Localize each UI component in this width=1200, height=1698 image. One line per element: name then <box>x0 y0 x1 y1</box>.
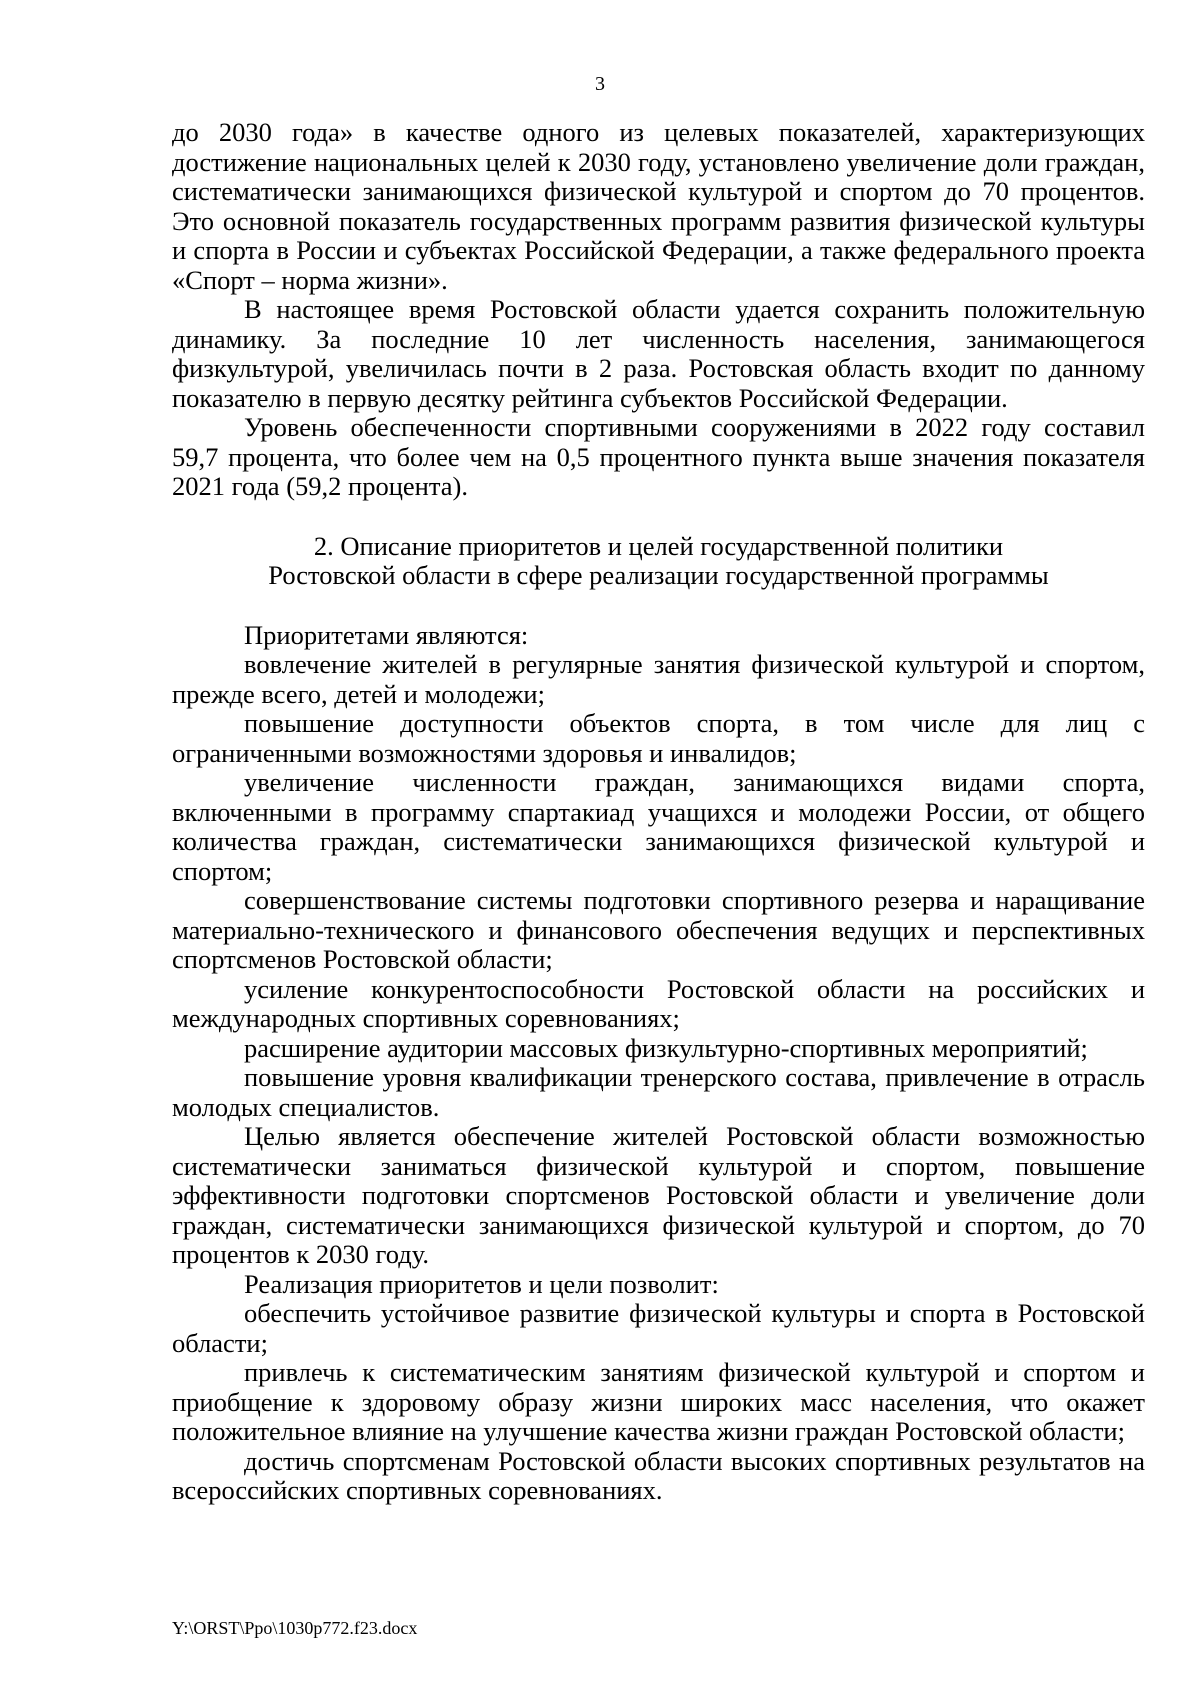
list-item: совершенствование системы подготовки спортивного резерва и наращивание материально-технического и финансового обеспечения ведущих и перспективных спортсменов Ростовской области; <box>172 885 1145 974</box>
list-item: усиление конкурентоспособности Ростовской области на российских и международных спортивных соревнованиях; <box>172 973 1145 1033</box>
list-item: достичь спортсменам Ростовской области высоких спортивных результатов на всероссийских спортивных соревнованиях. <box>172 1445 1145 1505</box>
list-item: расширение аудитории массовых физкультурно-спортивных мероприятий; <box>244 1032 1088 1063</box>
section-heading-line: 2. Описание приоритетов и целей государственной политики <box>313 530 1004 561</box>
section-heading-line: Ростовской области в сфере реализации государственной программы <box>268 560 1049 590</box>
paragraph: В настоящее время Ростовской области удается сохранить положительную динамику. За последние 10 лет численность населения, занимающегося физкультурой, увеличилась почти в 2 раза. Ростовская область входит по данному показателю в первую десятку рейтинга субъектов Российской Федерации. <box>172 294 1145 413</box>
paragraph: Приоритетами являются: <box>244 619 529 650</box>
list-item: повышение уровня квалификации тренерского состава, привлечение в отрасль молодых специалистов. <box>172 1062 1145 1122</box>
list-item: повышение доступности объектов спорта, в том числе для лиц с ограниченными возможностями здоровья и инвалидов; <box>172 708 1145 768</box>
list-item: увеличение численности граждан, занимающихся видами спорта, включенными в программу спартакиад учащихся и молодежи России, от общего количества граждан, систематически занимающихся физической культурой и спортом; <box>172 767 1145 886</box>
list-item: вовлечение жителей в регулярные занятия физической культурой и спортом, прежде всего, детей и молодежи; <box>172 649 1145 709</box>
paragraph: Целью является обеспечение жителей Ростовской области возможностью систематически заниматься физической культурой и спортом, повышение эффективности подготовки спортсменов Ростовской области и увеличение доли граждан, систематически занимающихся физической культурой и спортом, до 70 процентов к 2030 году. <box>172 1121 1145 1269</box>
list-item: обеспечить устойчивое развитие физической культуры и спорта в Ростовской области; <box>172 1298 1145 1358</box>
list-item: привлечь к систематическим занятиям физической культурой и спортом и приобщение к здоровому образу жизни широких масс населения, что окажет положительное влияние на улучшение качества жизни граждан Ростовской области; <box>172 1357 1145 1446</box>
page-number: 3 <box>595 73 605 95</box>
paragraph: Реализация приоритетов и цели позволит: <box>244 1268 719 1299</box>
paragraph-continuation: до 2030 года» в качестве одного из целевых показателей, характеризующих достижение национальных целей к 2030 году, установлено увеличение доли граждан, систематически занимающихся физической культурой и спортом до 70 процентов. Это основной показатель государственных программ развития физической культуры и спорта в России и субъектах Российской Федерации, а также федерального проекта «Спорт – норма жизни». <box>172 117 1145 295</box>
file-path-footer: Y:\ORST\Ppo\1030p772.f23.docx <box>172 1618 418 1638</box>
document-body <box>172 118 1145 1506</box>
section-heading <box>172 532 1145 591</box>
paragraph: Уровень обеспеченности спортивными сооружениями в 2022 году составил 59,7 процента, что более чем на 0,5 процентного пункта выше значения показателя 2021 года (59,2 процента). <box>172 412 1145 501</box>
